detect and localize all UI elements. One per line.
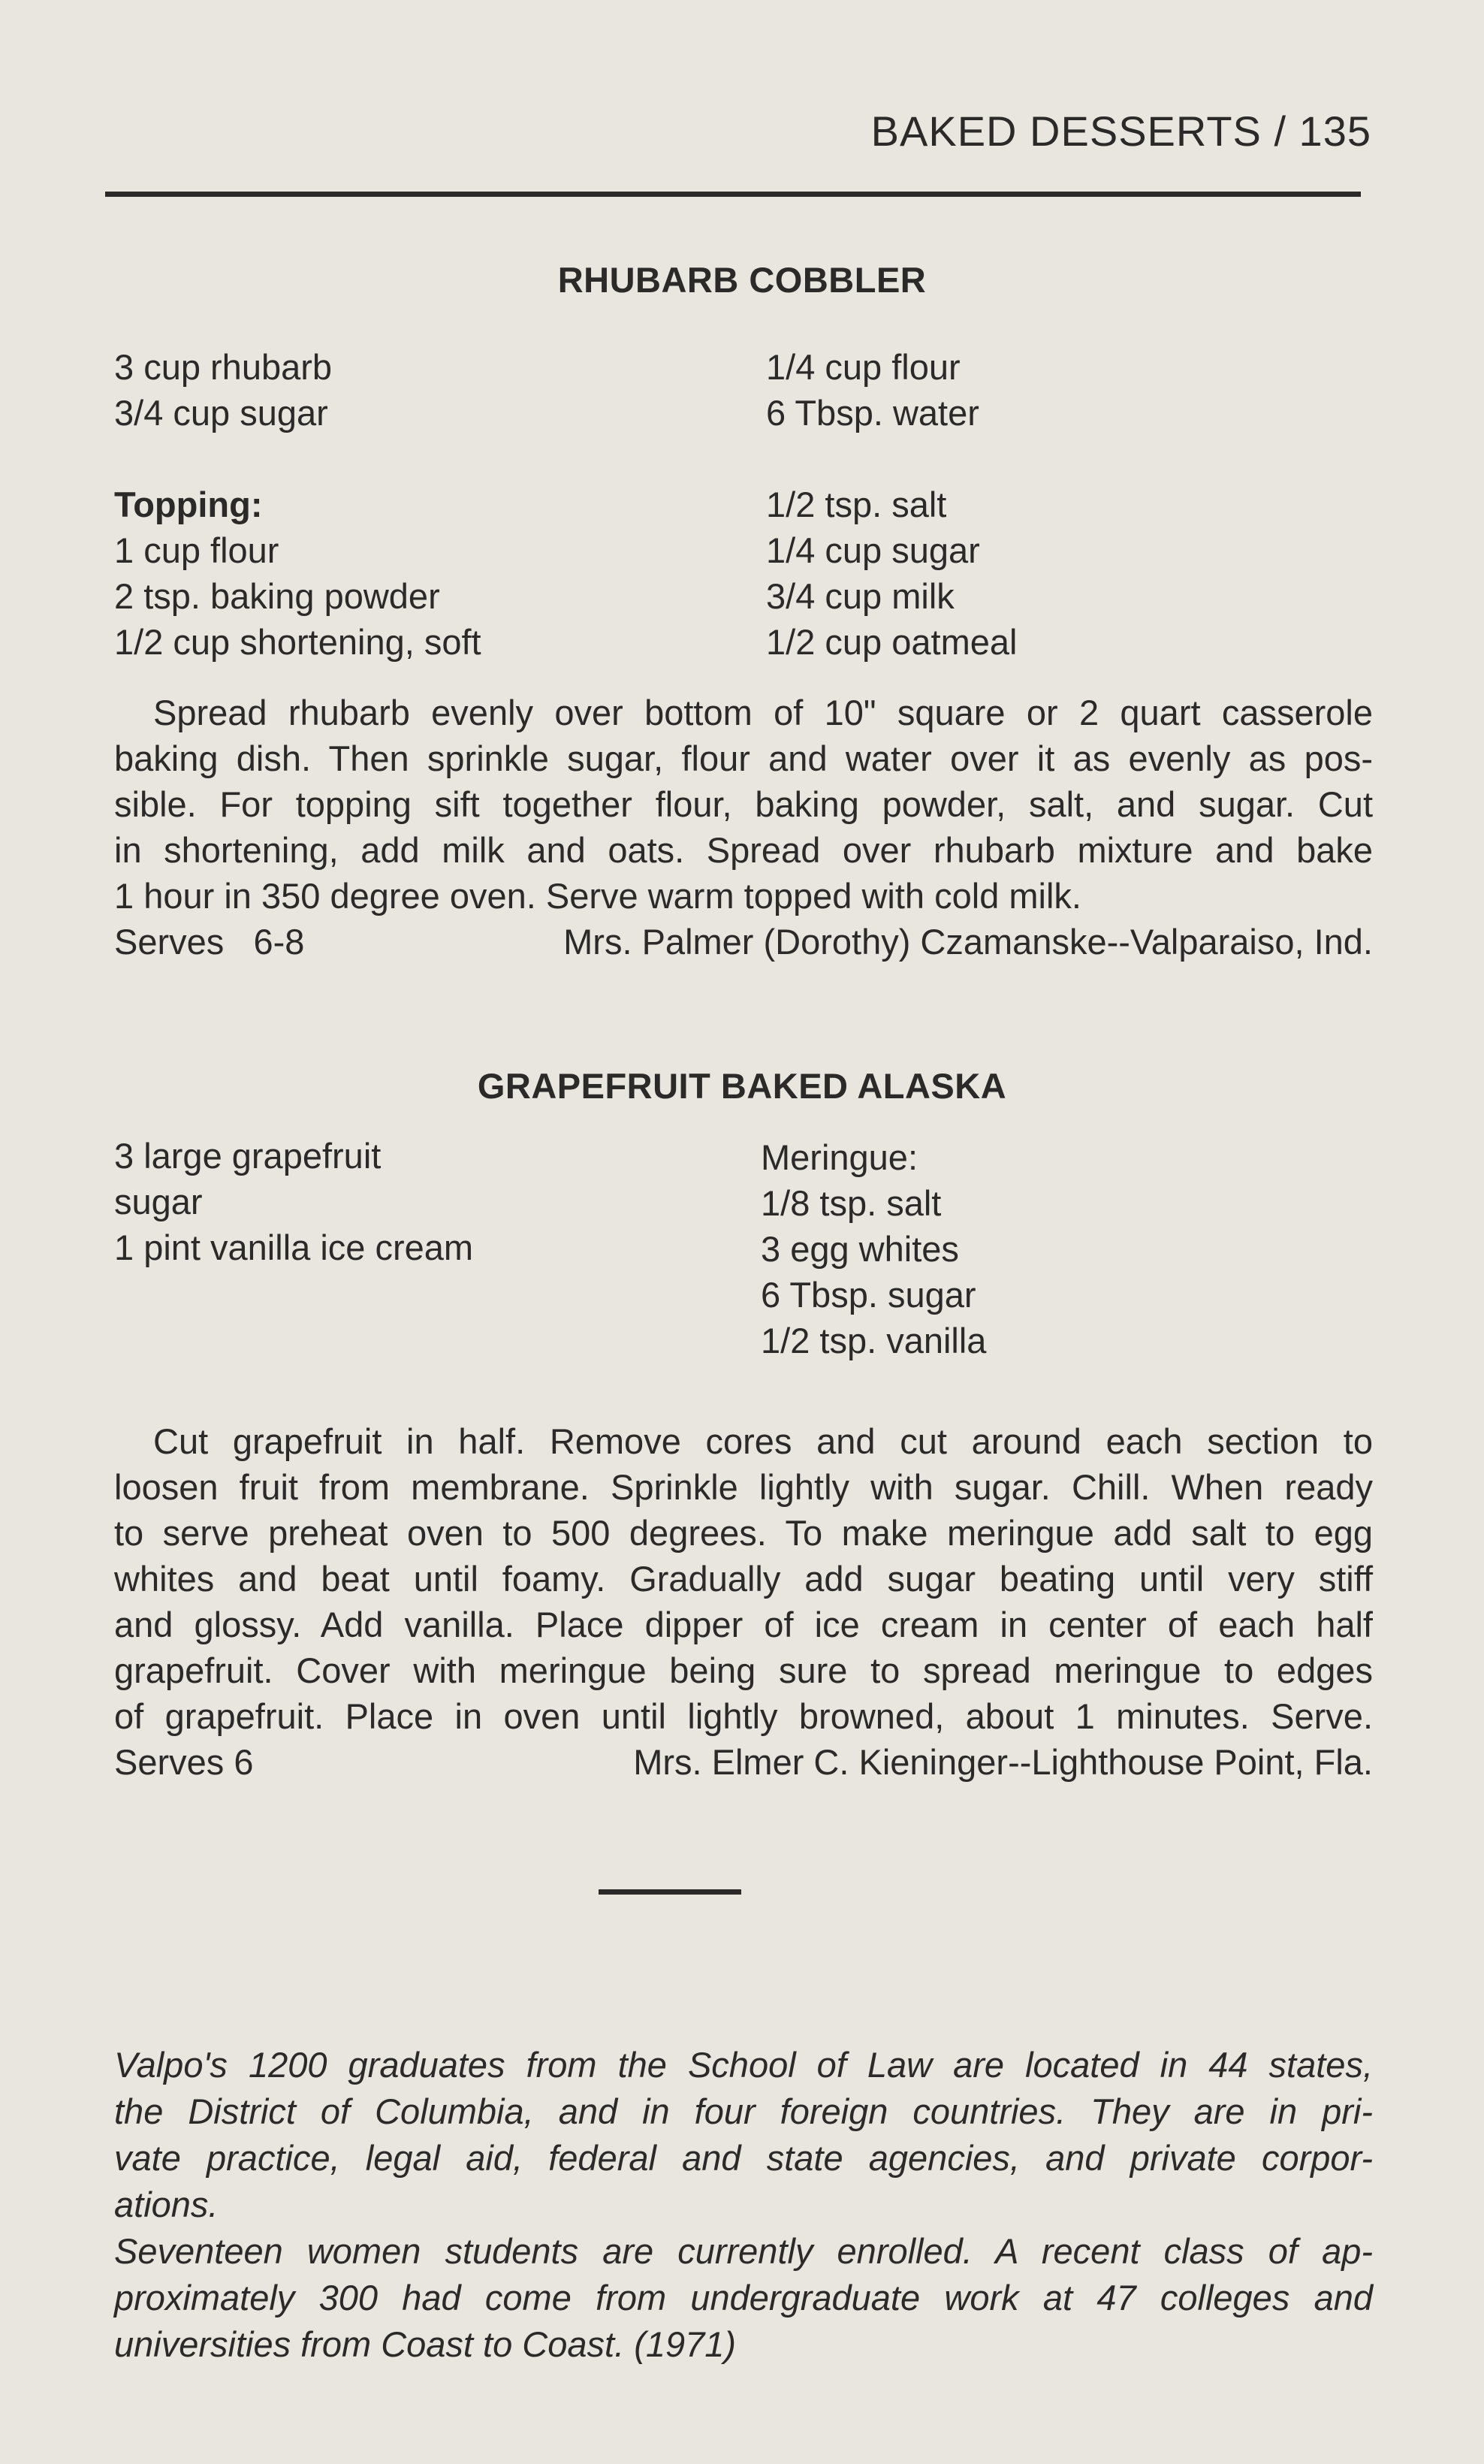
ingredients-left [114,344,481,665]
directions-line: sible. For topping sift together flour, baking powder, salt, and sugar. Cut [114,784,1373,824]
ingredients-left [114,1133,473,1270]
recipe-directions [114,1418,1373,1739]
ingredient: 3 egg whites [761,1229,959,1269]
recipe-credit-row [114,921,1373,962]
contributor: Mrs. Palmer (Dorothy) Czamanske--Valparaiso, Ind. [563,922,1373,962]
ingredients-right [761,1134,986,1363]
ingredient: 1/2 tsp. vanilla [761,1321,987,1360]
ingredient: 1/2 cup shortening, soft [114,622,481,662]
ingredient: 3/4 cup sugar [114,393,328,433]
directions-line: in shortening, add milk and oats. Spread over rhubarb mixture and bake [114,830,1373,870]
spacer [766,436,1017,482]
ingredients-right [766,344,1017,665]
ingredient: 3 cup rhubarb [114,347,333,387]
ingredient: 1/8 tsp. salt [761,1183,942,1223]
directions-line: grapefruit. Cover with meringue being sure to spread meringue to edges [114,1650,1373,1690]
directions-line: 1 hour in 350 degree oven. Serve warm topped with cold milk. [114,876,1081,916]
recipe-title: GRAPEFRUIT BAKED ALASKA [477,1066,1007,1106]
directions-line: of grapefruit. Place in oven until lightly browned, about 1 minutes. Serve. [114,1696,1373,1736]
header-rule [105,192,1361,197]
ingredient: 1/2 cup oatmeal [766,622,1018,662]
directions-line: and glossy. Add vanilla. Place dipper of ice cream in center of each half [114,1605,1373,1644]
footnote-line: Valpo's 1200 graduates from the School of Law are located in 44 states, [114,2045,1373,2085]
topping-heading: Topping: [114,485,263,524]
footnote-line: ations. [114,2185,219,2224]
ingredient: 1/2 tsp. salt [766,485,947,524]
ingredient: sugar [114,1182,203,1221]
ingredient: 1 pint vanilla ice cream [114,1227,474,1267]
serves: Serves 6 [114,1742,254,1782]
ingredient: 6 Tbsp. water [766,393,979,433]
directions-line: Cut grapefruit in half. Remove cores and cut around each section to [153,1421,1373,1461]
recipe-directions [114,690,1373,919]
meringue-heading: Meringue: [761,1137,918,1177]
footnote-line: proximately 300 had come from undergraduate work at 47 colleges and [114,2278,1373,2318]
footnote-line: universities from Coast to Coast. (1971) [114,2324,737,2364]
spacer [114,436,481,482]
directions-line: Spread rhubarb evenly over bottom of 10" square or 2 quart casserole [153,693,1373,732]
ingredient: 1/4 cup sugar [766,530,980,570]
serves: Serves 6-8 [114,922,305,962]
directions-line: baking dish. Then sprinkle sugar, flour and water over it as evenly as pos- [114,738,1373,778]
recipe-title: RHUBARB COBBLER [557,260,927,300]
footnote-line: Seventeen women students are currently enrolled. A recent class of ap- [114,2231,1373,2271]
ingredient: 2 tsp. baking powder [114,576,440,616]
directions-line: to serve preheat oven to 500 degrees. To make meringue add salt to egg [114,1513,1373,1553]
ingredient: 3/4 cup milk [766,576,955,616]
footnote [114,2042,1373,2368]
ingredient: 6 Tbsp. sugar [761,1275,976,1315]
directions-line: whites and beat until foamy. Gradually add sugar beating until very stiff [114,1559,1373,1599]
contributor: Mrs. Elmer C. Kieninger--Lighthouse Point, Fla. [633,1742,1373,1782]
footnote-line: vate practice, legal aid, federal and state agencies, and private corpor- [114,2138,1373,2178]
footnote-line: the District of Columbia, and in four foreign countries. They are in pri- [114,2091,1373,2131]
recipe-credit-row [114,1741,1373,1783]
section-divider [599,1889,741,1895]
ingredient: 3 large grapefruit [114,1136,382,1176]
page-header: BAKED DESSERTS / 135 [870,107,1371,155]
ingredient: 1 cup flour [114,530,279,570]
directions-line: loosen fruit from membrane. Sprinkle lightly with sugar. Chill. When ready [114,1467,1373,1507]
ingredient: 1/4 cup flour [766,347,961,387]
